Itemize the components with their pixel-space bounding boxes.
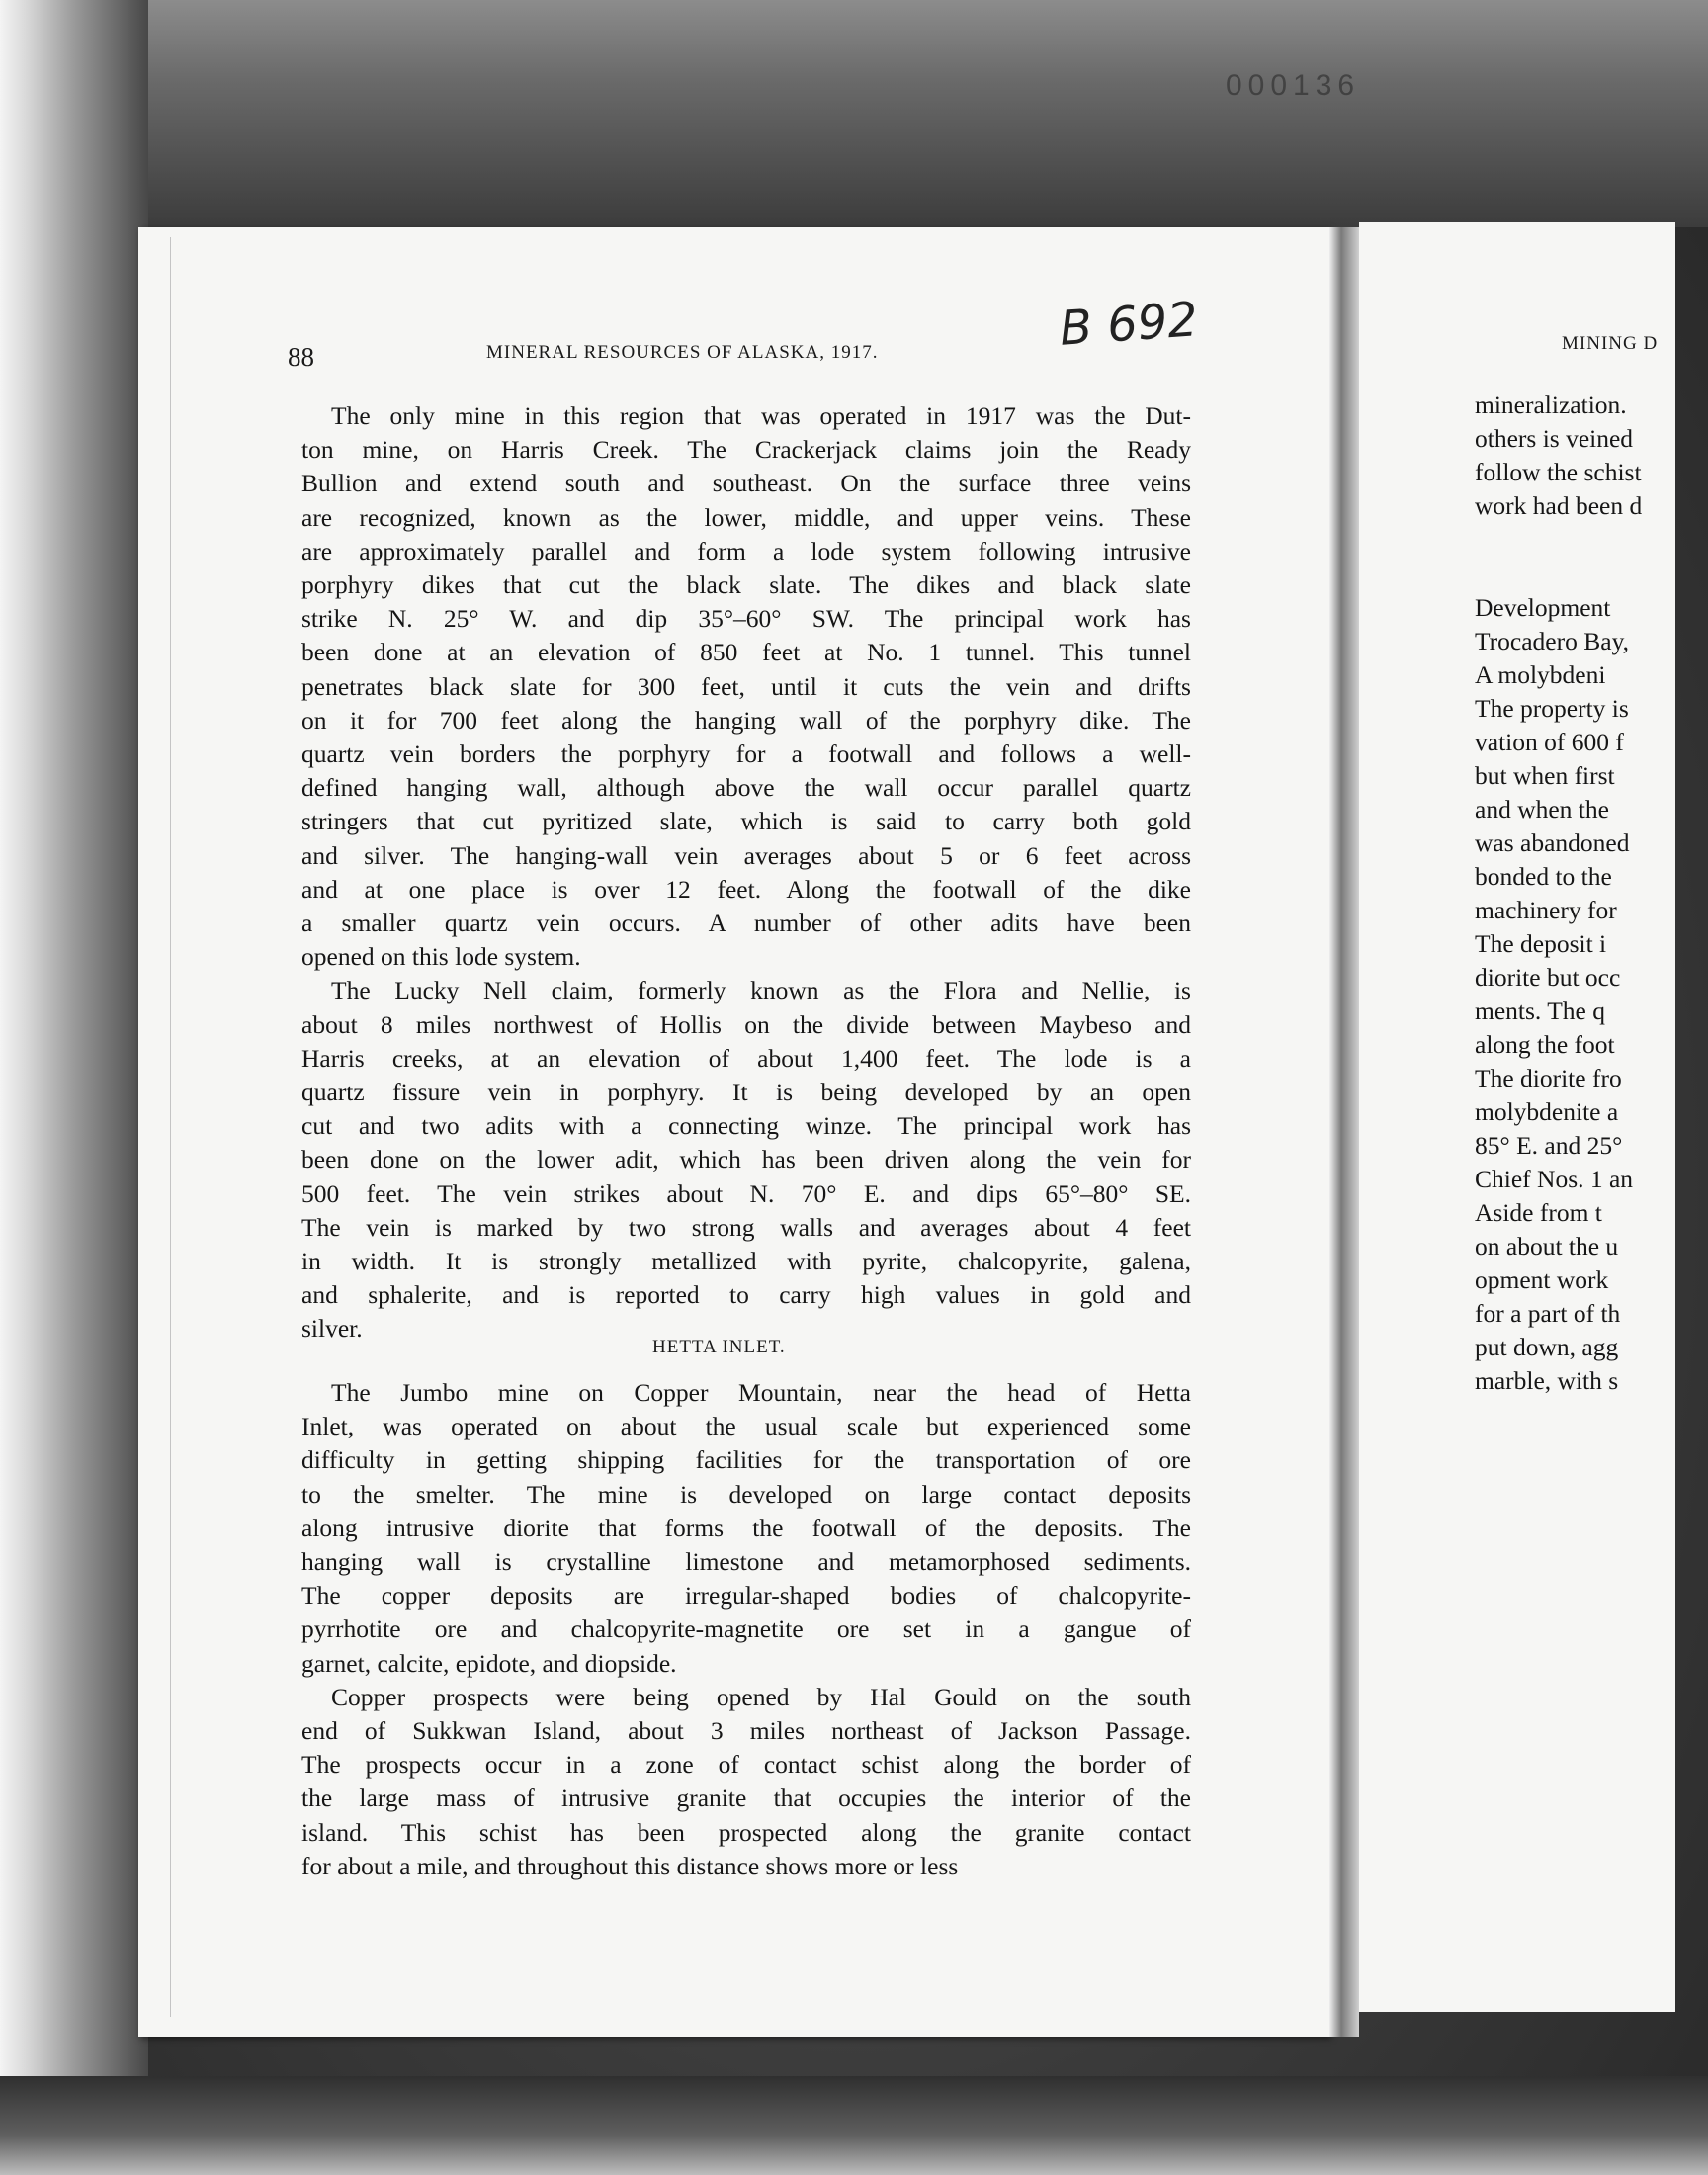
text-line: 500 feet. The vein strikes about N. 70° E. and dips 65°–80° SE.	[301, 1178, 1191, 1208]
scan-top-shadow	[0, 0, 1708, 227]
handwritten-note: B 692	[1058, 292, 1200, 357]
right-text-line: work had been d	[1475, 491, 1643, 520]
right-text-line: for a part of th	[1475, 1299, 1621, 1328]
text-line: The prospects occur in a zone of contact schist along the border of	[301, 1750, 1191, 1780]
right-text-line: The diorite fro	[1475, 1064, 1622, 1092]
right-text-line: A molybdeni	[1475, 660, 1606, 689]
text-line: Inlet, was operated on about the usual scale but experienced some	[301, 1412, 1191, 1441]
text-line: cut and two adits with a connecting winze. The principal work has	[301, 1111, 1191, 1141]
text-line: The Jumbo mine on Copper Mountain, near the head of Hetta	[331, 1378, 1191, 1407]
text-line: about 8 miles northwest of Hollis on the divide between Maybeso and	[301, 1009, 1191, 1039]
text-line: The only mine in this region that was operated in 1917 was the Dut-	[331, 401, 1191, 430]
text-line: the large mass of intrusive granite that occupies the interior of the	[301, 1784, 1191, 1813]
right-text-line: bonded to the	[1475, 862, 1612, 891]
text-line: strike N. 25° W. and dip 35°–60° SW. The principal work has	[301, 604, 1191, 634]
right-text-line: mineralization.	[1475, 391, 1627, 419]
right-text-line: Development	[1475, 593, 1611, 622]
text-line: porphyry dikes that cut the black slate. The dikes and black slate	[301, 570, 1191, 599]
right-text-line: The property is	[1475, 694, 1629, 723]
right-text-line: follow the schist	[1475, 458, 1642, 486]
text-line: The Lucky Nell claim, formerly known as the Flora and Nellie, is	[331, 976, 1191, 1005]
text-line: quartz vein borders the porphyry for a footwall and follows a well-	[301, 740, 1191, 768]
page-number: 88	[288, 342, 314, 372]
right-text-line: marble, with s	[1475, 1366, 1619, 1395]
text-line: quartz fissure vein in porphyry. It is being developed by an open	[301, 1078, 1191, 1106]
text-line: garnet, calcite, epidote, and diopside.	[301, 1648, 677, 1678]
right-text-line: vation of 600 f	[1475, 728, 1624, 756]
running-head: MINERAL RESOURCES OF ALASKA, 1917.	[486, 342, 879, 363]
text-line: end of Sukkwan Island, about 3 miles northeast of Jackson Passage.	[301, 1716, 1191, 1745]
text-line: silver.	[301, 1314, 363, 1344]
text-line: island. This schist has been prospected along the granite contact	[301, 1817, 1191, 1847]
section-heading: HETTA INLET.	[652, 1337, 786, 1357]
right-text-line: and when the	[1475, 795, 1609, 824]
text-line: stringers that cut pyritized slate, which is said to carry both gold	[301, 807, 1191, 836]
right-text-line: others is veined	[1475, 424, 1634, 453]
right-text-line: ments. The q	[1475, 997, 1605, 1025]
right-text-line: put down, agg	[1475, 1333, 1619, 1361]
text-line: The vein is marked by two strong walls and averages about 4 feet	[301, 1212, 1191, 1242]
right-text-line: Chief Nos. 1 an	[1475, 1165, 1634, 1193]
scan-bottom-shadow	[0, 2076, 1708, 2175]
right-text-line: opment work	[1475, 1265, 1609, 1294]
text-line: and silver. The hanging-wall vein averages about 5 or 6 feet across	[301, 840, 1191, 870]
text-line: are recognized, known as the lower, middle, and upper veins. These	[301, 502, 1191, 532]
text-line: for about a mile, and throughout this distance shows more or less	[301, 1851, 959, 1880]
text-line: The copper deposits are irregular-shaped bodies of chalcopyrite-	[301, 1581, 1191, 1610]
right-text-line: The deposit i	[1475, 929, 1607, 958]
right-text-line: Aside from t	[1475, 1198, 1602, 1227]
text-line: hanging wall is crystalline limestone and metamorphosed sediments.	[301, 1547, 1191, 1576]
right-text-line: along the foot	[1475, 1030, 1615, 1059]
text-line: been done on the lower adit, which has been driven along the vein for	[301, 1145, 1191, 1174]
text-line: ton mine, on Harris Creek. The Crackerjack claims join the Ready	[301, 435, 1191, 465]
right-text-line: but when first	[1475, 761, 1615, 790]
text-line: on it for 700 feet along the hanging wall of the porphyry dike. The	[301, 705, 1191, 735]
right-page	[1359, 222, 1675, 2012]
text-line: Bullion and extend south and southeast. On the surface three veins	[301, 469, 1191, 498]
right-text-line: diorite but occ	[1475, 963, 1621, 992]
text-line: and at one place is over 12 feet. Along the footwall of the dike	[301, 874, 1191, 904]
text-line: in width. It is strongly metallized with pyrite, chalcopyrite, galena,	[301, 1247, 1191, 1275]
right-text-line: 85° E. and 25°	[1475, 1131, 1623, 1160]
text-line: to the smelter. The mine is developed on large contact deposits	[301, 1479, 1191, 1509]
text-line: are approximately parallel and form a lode system following intrusive	[301, 536, 1191, 566]
text-line: Harris creeks, at an elevation of about 1,400 feet. The lode is a	[301, 1043, 1191, 1073]
text-line: been done at an elevation of 850 feet at No. 1 tunnel. This tunnel	[301, 638, 1191, 667]
text-line: penetrates black slate for 300 feet, until it cuts the vein and drifts	[301, 671, 1191, 701]
text-line: along intrusive diorite that forms the footwall of the deposits. The	[301, 1513, 1191, 1542]
right-text-line: machinery for	[1475, 896, 1617, 924]
text-line: and sphalerite, and is reported to carry high values in gold and	[301, 1280, 1191, 1310]
scan-left-edge	[0, 0, 148, 2175]
right-text-line: molybdenite a	[1475, 1097, 1619, 1126]
text-line: pyrrhotite ore and chalcopyrite-magnetite ore set in a gangue of	[301, 1614, 1191, 1644]
text-line: Copper prospects were being opened by Hal Gould on the south	[331, 1682, 1191, 1711]
text-line: a smaller quartz vein occurs. A number of other adits have been	[301, 909, 1191, 937]
book-gutter	[1329, 227, 1359, 2037]
right-text-line: Trocadero Bay,	[1475, 627, 1630, 655]
archive-stamp-number: 000136	[1226, 69, 1361, 102]
text-line: difficulty in getting shipping facilities for the transportation of ore	[301, 1445, 1191, 1475]
right-text-line: was abandoned	[1475, 828, 1630, 857]
text-line: opened on this lode system.	[301, 942, 581, 972]
right-text-line: on about the u	[1475, 1232, 1619, 1261]
right-running-head: MINING D	[1562, 333, 1659, 354]
text-line: defined hanging wall, although above the wall occur parallel quartz	[301, 773, 1191, 803]
